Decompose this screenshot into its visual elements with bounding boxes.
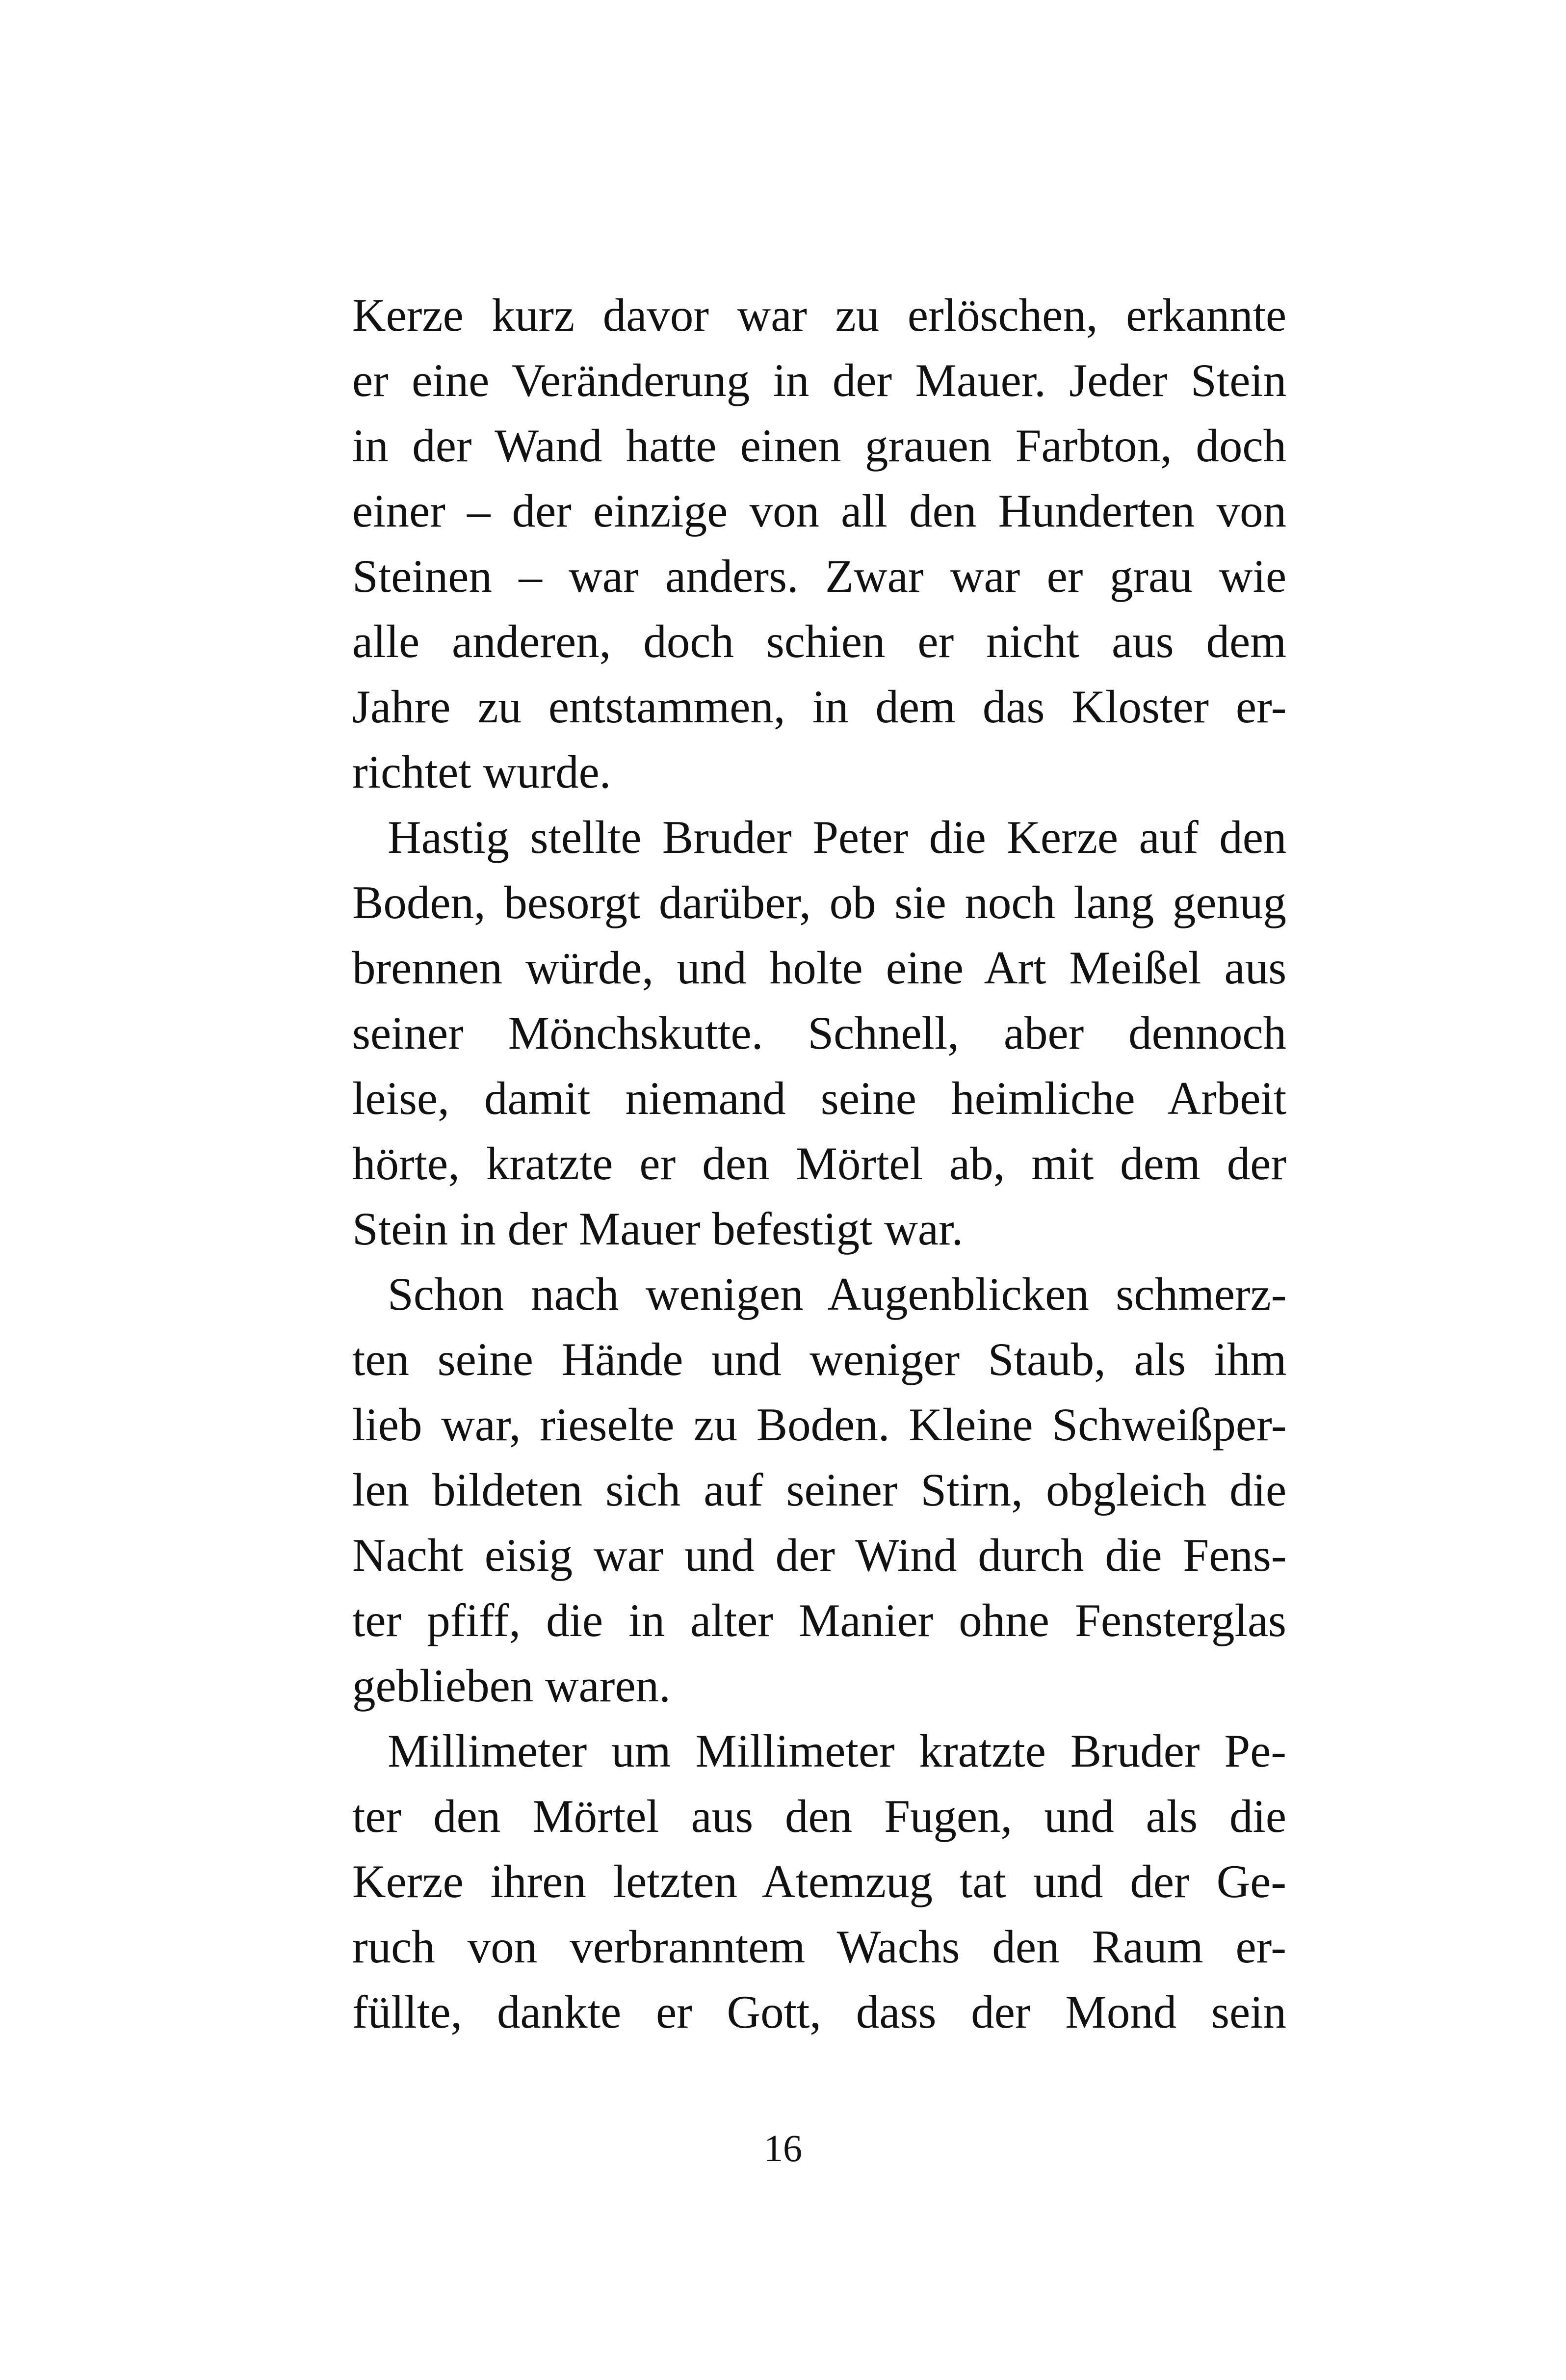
- text-line: ter pfiff, die in alter Manier ohne Fensterglas: [352, 1594, 1286, 1646]
- text-line: Stein in der Mauer befestigt war.: [352, 1203, 964, 1255]
- text-line: leise, damit niemand seine heimliche Arbeit: [352, 1072, 1287, 1124]
- text-line: geblieben waren.: [352, 1660, 671, 1712]
- paragraph-4: [352, 1719, 1286, 2045]
- text-line: Hastig stellte Bruder Peter die Kerze auf den: [388, 811, 1287, 863]
- body-text: [352, 283, 1286, 2045]
- text-line: ruch von verbranntem Wachs den Raum er-: [352, 1921, 1286, 1973]
- text-line: richtet wurde.: [352, 746, 611, 798]
- text-line: ter den Mörtel aus den Fugen, und als die: [352, 1790, 1287, 1842]
- paragraph-1: [352, 283, 1286, 805]
- text-line: Schon nach wenigen Augenblicken schmerz-: [388, 1268, 1287, 1320]
- text-line: hörte, kratzte er den Mörtel ab, mit dem der: [352, 1137, 1286, 1190]
- text-line: füllte, dankte er Gott, dass der Mond sein: [352, 1986, 1287, 2038]
- text-line: in der Wand hatte einen grauen Farbton, doch: [352, 420, 1286, 472]
- text-line: Millimeter um Millimeter kratzte Bruder Pe-: [388, 1725, 1286, 1777]
- text-line: brennen würde, und holte eine Art Meißel aus: [352, 942, 1287, 994]
- text-line: Boden, besorgt darüber, ob sie noch lang genug: [352, 876, 1286, 928]
- text-line: Nacht eisig war und der Wind durch die Fens-: [352, 1529, 1287, 1581]
- text-line: Jahre zu entstammen, in dem das Kloster er-: [352, 681, 1287, 733]
- text-line: seiner Mönchskutte. Schnell, aber dennoch: [352, 1007, 1286, 1059]
- text-line: Steinen – war anders. Zwar war er grau wie: [352, 550, 1287, 602]
- text-line: einer – der einzige von all den Hunderten von: [352, 485, 1287, 537]
- text-line: Kerze ihren letzten Atemzug tat und der Ge-: [352, 1855, 1286, 1907]
- text-line: ten seine Hände und weniger Staub, als ihm: [352, 1333, 1287, 1385]
- text-line: len bildeten sich auf seiner Stirn, obgleich die: [352, 1464, 1287, 1516]
- text-line: er eine Veränderung in der Mauer. Jeder Stein: [352, 354, 1287, 406]
- page-number: 16: [764, 2127, 802, 2169]
- text-line: lieb war, rieselte zu Boden. Kleine Schweißper-: [352, 1399, 1287, 1451]
- text-line: Kerze kurz davor war zu erlöschen, erkannte: [352, 289, 1287, 341]
- paragraph-3: [352, 1262, 1286, 1719]
- paragraph-2: [352, 805, 1286, 1262]
- text-line: alle anderen, doch schien er nicht aus dem: [352, 615, 1287, 667]
